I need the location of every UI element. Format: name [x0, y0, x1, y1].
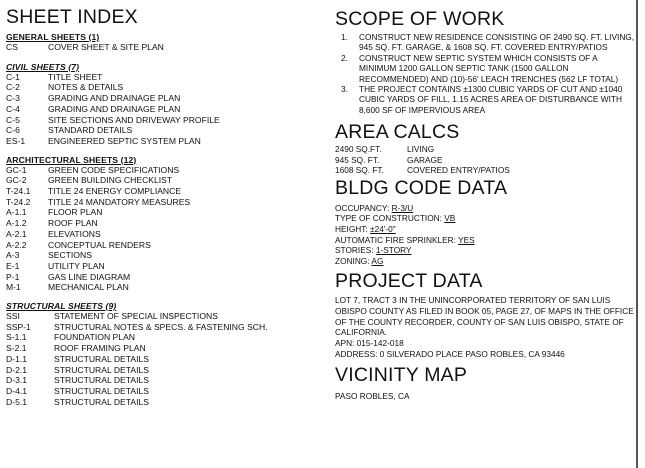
sheet-index-column [6, 0, 316, 407]
sheet-row [6, 354, 316, 365]
area-row [335, 165, 635, 176]
area-row [335, 144, 635, 155]
scope-of-work-list [335, 32, 635, 115]
sheet-name: TITLE SHEET [48, 71, 103, 82]
sheet-name: STRUCTURAL DETAILS [54, 353, 150, 364]
sheet-name: MECHANICAL PLAN [48, 282, 129, 293]
sheet-row [6, 332, 316, 343]
sheet-name: FOUNDATION PLAN [54, 332, 136, 343]
sheet-name: TITLE 24 ENERGY COMPLIANCE [48, 186, 182, 197]
sheet-name: STRUCTURAL DETAILS [54, 375, 150, 386]
area-value: 2490 SQ.FT. [335, 144, 382, 155]
sheet-row [6, 42, 316, 53]
project-data-description: LOT 7, TRACT 3 IN THE UNINCORPORATED TERRITORY OF SAN LUIS OBISPO COUNTY AS FILED IN BOOK 05, PAGE 27, OF MAPS IN THE OFFICE OF THE COUNTY RECORDER, COUNTY OF SAN LUIS OBISPO, STATE OF CALIFORNIA. [335, 295, 634, 338]
bldg-code-row [335, 203, 635, 214]
sheet-row [6, 125, 316, 136]
sheet-code: SSI [6, 311, 20, 322]
bldg-code-value: YES [458, 234, 475, 245]
sheet-border-line [636, 0, 638, 468]
sheet-row [6, 175, 316, 186]
sheet-row [6, 397, 316, 408]
bldg-code-value: ±24'-0" [370, 223, 396, 234]
sheet-code: CS [6, 42, 18, 52]
sheet-name: TITLE 24 MANDATORY MEASURES [48, 196, 191, 207]
sheet-name: UTILITY PLAN [48, 260, 105, 271]
sheet-code: S-2.1 [6, 343, 27, 354]
structural-sheets-section [6, 301, 316, 407]
sheet-name: FLOOR PLAN [48, 207, 103, 218]
area-value: 945 SQ. FT. [335, 154, 380, 165]
sheet-code: GC-1 [6, 164, 27, 175]
sheet-row [6, 282, 316, 293]
architectural-sheets-list [6, 165, 316, 293]
bldg-code-value: R-3/U [391, 202, 414, 213]
scope-number: 2. [341, 52, 348, 63]
sheet-index-title: SHEET INDEX [6, 6, 138, 28]
sheet-row [6, 93, 316, 104]
area-use: GARAGE [407, 154, 443, 165]
scope-item [335, 84, 635, 115]
architectural-sheets-section [6, 155, 316, 293]
general-sheets-heading: GENERAL SHEETS (1) [6, 32, 100, 42]
sheet-code: T-24.1 [6, 186, 31, 197]
bldg-code-label: TYPE OF CONSTRUCTION: [335, 213, 445, 224]
bldg-code-row [335, 245, 635, 256]
sheet-code: A-2.1 [6, 228, 27, 239]
sheet-name: GREEN CODE SPECIFICATIONS [48, 164, 180, 175]
sheet-name: STATEMENT OF SPECIAL INSPECTIONS [54, 311, 218, 322]
sheet-name: SITE SECTIONS AND DRIVEWAY PROFILE [48, 114, 220, 125]
sheet-code: D-4.1 [6, 385, 28, 396]
sheet-name: STANDARD DETAILS [48, 125, 133, 136]
sheet-row [6, 375, 316, 386]
sheet-code: A-1.1 [6, 207, 27, 218]
sheet-name: CONCEPTUAL RENDERS [48, 239, 151, 250]
scope-item [335, 53, 635, 84]
project-info-column [335, 0, 635, 401]
bldg-code-label: HEIGHT: [335, 223, 371, 234]
project-address: ADDRESS: 0 SILVERADO PLACE PASO ROBLES, CA 93446 [335, 348, 565, 359]
sheet-row [6, 311, 316, 322]
bldg-code-value: VB [444, 213, 456, 224]
structural-sheets-heading: STRUCTURAL SHEETS (9) [6, 301, 117, 312]
sheet-code: D-2.1 [6, 364, 28, 375]
bldg-code-row [335, 235, 635, 246]
sheet-name: ENGINEERED SEPTIC SYSTEM PLAN [48, 135, 201, 146]
architectural-sheets-heading: ARCHITECTURAL SHEETS (12) [6, 154, 137, 165]
area-calcs-table [335, 144, 635, 176]
sheet-name: GREEN BUILDING CHECKLIST [48, 175, 173, 186]
sheet-name: STRUCTURAL DETAILS [54, 396, 150, 407]
sheet-code: T-24.2 [6, 196, 31, 207]
sheet-name: NOTES & DETAILS [48, 82, 124, 93]
bldg-code-label: AUTOMATIC FIRE SPRINKLER: [335, 234, 459, 245]
sheet-code: A-1.2 [6, 218, 27, 229]
scope-number: 1. [341, 32, 348, 42]
area-calcs-title: AREA CALCS [335, 121, 460, 144]
sheet-code: D-3.1 [6, 375, 28, 386]
bldg-code-value: AG [371, 255, 384, 266]
sheet-name: SECTIONS [48, 250, 92, 261]
sheet-row [6, 322, 316, 333]
general-sheets-section [6, 32, 316, 53]
sheet-row [6, 104, 316, 115]
sheet-name: STRUCTURAL DETAILS [54, 385, 150, 396]
bldg-code-row [335, 256, 635, 267]
scope-text: CONSTRUCT NEW SEPTIC SYSTEM WHICH CONSISTS OF A MINIMUM 1200 GALLON SEPTIC TANK (1500 GALLON RECOMMENDED) AND (10)-56' LEACH TRENCHES (562 LF TOTAL) [359, 52, 619, 84]
area-value: 1608 SQ. FT. [335, 165, 384, 176]
sheet-code: C-1 [6, 71, 20, 82]
sheet-name: COVER SHEET & SITE PLAN [48, 42, 164, 52]
sheet-name: GAS LINE DIAGRAM [48, 271, 131, 282]
sheet-code: E-1 [6, 260, 20, 271]
sheet-code: A-3 [6, 250, 20, 261]
project-apn: APN: 015-142-018 [335, 338, 404, 349]
sheet-code: GC-2 [6, 175, 27, 186]
scope-of-work-title: SCOPE OF WORK [335, 8, 505, 30]
sheet-code: C-3 [6, 93, 20, 104]
sheet-row [6, 136, 316, 147]
scope-text: CONSTRUCT NEW RESIDENCE CONSISTING OF 2490 SQ. FT. LIVING, 945 SQ. FT. GARAGE, & 1608 SQ. FT. COVERED ENTRY/PATIOS [359, 32, 635, 53]
bldg-code-value: 1-STORY [375, 245, 412, 256]
project-data-title: PROJECT DATA [335, 270, 483, 293]
bldg-code-label: STORIES: [335, 245, 376, 256]
civil-sheets-list [6, 72, 316, 147]
sheet-row [6, 229, 316, 240]
bldg-code-label: OCCUPANCY: [335, 202, 392, 213]
sheet-name: STRUCTURAL NOTES & SPECS. & FASTENING SCH. [54, 321, 268, 332]
sheet-name: ROOF PLAN [48, 218, 98, 229]
sheet-row [6, 186, 316, 197]
sheet-code: S-1.1 [6, 332, 27, 343]
bldg-code-label: ZONING: [335, 255, 372, 266]
sheet-name: GRADING AND DRAINAGE PLAN [48, 93, 181, 104]
sheet-code: D-5.1 [6, 396, 28, 407]
sheet-row [6, 261, 316, 272]
sheet-row [6, 365, 316, 376]
bldg-code-title: BLDG CODE DATA [335, 176, 508, 199]
general-sheets-list [6, 42, 316, 53]
sheet-code: C-4 [6, 103, 20, 114]
sheet-row [6, 343, 316, 354]
sheet-name: STRUCTURAL DETAILS [54, 364, 150, 375]
sheet-row [6, 165, 316, 176]
sheet-row [6, 240, 316, 251]
scope-item [335, 32, 635, 53]
sheet-row [6, 72, 316, 83]
vicinity-map-title: VICINITY MAP [335, 363, 468, 386]
area-use: LIVING [407, 144, 435, 155]
sheet-row [6, 386, 316, 397]
sheet-row [6, 82, 316, 93]
scope-number: 3. [341, 84, 348, 95]
sheet-code: P-1 [6, 271, 20, 282]
bldg-code-row [335, 224, 635, 235]
sheet-row [6, 115, 316, 126]
sheet-code: A-2.2 [6, 239, 27, 250]
sheet-code: D-1.1 [6, 353, 28, 364]
structural-sheets-list [6, 311, 316, 407]
sheet-row [6, 250, 316, 261]
civil-sheets-heading: CIVIL SHEETS (7) [6, 61, 80, 72]
civil-sheets-section [6, 62, 316, 147]
sheet-code: C-5 [6, 114, 20, 125]
scope-text: THE PROJECT CONTAINS ±1300 CUBIC YARDS OF CUT AND ±1040 CUBIC YARDS OF FILL, 1.15 ACRES AREA OF DISTURBANCE WITH 8,600 SF OF IMPERVIOUS AREA [359, 84, 623, 115]
sheet-row [6, 272, 316, 283]
sheet-row [6, 197, 316, 208]
sheet-row [6, 218, 316, 229]
sheet-code: C-6 [6, 125, 20, 136]
sheet-code: SSP-1 [6, 321, 31, 332]
sheet-code: ES-1 [6, 135, 26, 146]
bldg-code-list [335, 203, 635, 267]
sheet-name: GRADING AND DRAINAGE PLAN [48, 103, 181, 114]
area-use: COVERED ENTRY/PATIOS [407, 165, 510, 176]
vicinity-location: PASO ROBLES, CA [335, 390, 410, 401]
sheet-name: ELEVATIONS [48, 228, 101, 239]
sheet-name: ROOF FRAMING PLAN [54, 343, 146, 354]
sheet-code: M-1 [6, 282, 21, 293]
sheet-code: C-2 [6, 82, 20, 93]
area-row [335, 155, 635, 166]
bldg-code-row [335, 213, 635, 224]
sheet-row [6, 207, 316, 218]
